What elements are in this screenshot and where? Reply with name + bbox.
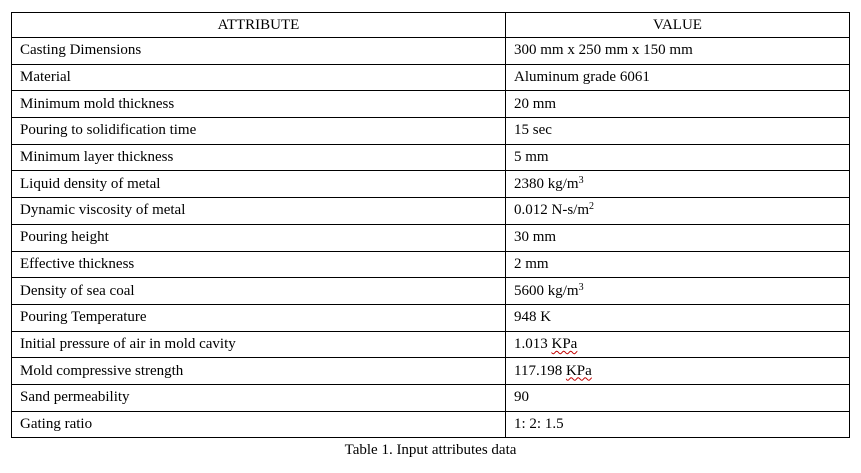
value-text: 30 mm	[514, 229, 557, 246]
attribute-cell: Casting Dimensions	[12, 38, 506, 65]
table-row	[12, 64, 850, 91]
value-text: 5 mm	[514, 149, 549, 166]
table-row	[12, 411, 850, 438]
table-body	[12, 38, 850, 438]
attribute-cell: Mold compressive strength	[12, 358, 506, 385]
table-row	[12, 171, 850, 198]
value-cell	[506, 38, 850, 65]
unit-exponent: 3	[578, 281, 584, 293]
table-row	[12, 331, 850, 358]
table-row	[12, 251, 850, 278]
table-caption: Table 1. Input attributes data	[344, 442, 517, 458]
value-cell	[506, 64, 850, 91]
attribute-cell: Pouring Temperature	[12, 304, 506, 331]
value-cell	[506, 384, 850, 411]
header-attribute: ATTRIBUTE	[12, 13, 506, 38]
attribute-cell: Material	[12, 64, 506, 91]
value-text: 2380 kg/m	[514, 175, 579, 192]
value-text: 1.013	[514, 335, 552, 352]
value-cell	[506, 144, 850, 171]
attribute-cell: Effective thickness	[12, 251, 506, 278]
attribute-cell: Dynamic viscosity of metal	[12, 198, 506, 225]
attribute-cell: Minimum layer thickness	[12, 144, 506, 171]
value-text: 300 mm x 250 mm x 150 mm	[514, 42, 693, 59]
value-text: 948 K	[514, 309, 552, 326]
unit-exponent: 3	[578, 174, 584, 186]
table-row	[12, 144, 850, 171]
table-row	[12, 38, 850, 65]
value-text: 2 mm	[514, 255, 549, 272]
value-cell	[506, 198, 850, 225]
value-cell	[506, 91, 850, 118]
table-row	[12, 304, 850, 331]
spellcheck-flagged-unit: KPa	[565, 362, 592, 379]
attribute-cell: Sand permeability	[12, 384, 506, 411]
value-cell	[506, 411, 850, 438]
value-text: 0.012 N-s/m	[514, 202, 589, 219]
value-text: 5600 kg/m	[514, 282, 579, 299]
value-text: 1: 2: 1.5	[514, 415, 564, 432]
input-attributes-table	[11, 12, 850, 438]
value-cell	[506, 358, 850, 385]
table-header-row	[12, 13, 850, 38]
header-value: VALUE	[506, 13, 850, 38]
value-cell	[506, 304, 850, 331]
value-cell	[506, 118, 850, 145]
attribute-cell: Initial pressure of air in mold cavity	[12, 331, 506, 358]
table-row	[12, 224, 850, 251]
value-cell	[506, 251, 850, 278]
table-row	[12, 198, 850, 225]
value-cell	[506, 331, 850, 358]
table-row	[12, 118, 850, 145]
value-text: Aluminum grade 6061	[514, 69, 650, 86]
value-text: 15 sec	[514, 122, 552, 139]
table-row	[12, 384, 850, 411]
attribute-cell: Gating ratio	[12, 411, 506, 438]
attribute-cell: Density of sea coal	[12, 278, 506, 305]
attribute-cell: Liquid density of metal	[12, 171, 506, 198]
table-row	[12, 278, 850, 305]
attributes-table-container	[11, 12, 849, 438]
value-text: 90	[514, 389, 529, 406]
value-cell	[506, 224, 850, 251]
value-cell	[506, 171, 850, 198]
attribute-cell: Pouring to solidification time	[12, 118, 506, 145]
value-text: 117.198	[514, 362, 566, 379]
spellcheck-flagged-unit: KPa	[551, 335, 578, 352]
attribute-cell: Pouring height	[12, 224, 506, 251]
value-text: 20 mm	[514, 95, 557, 112]
value-cell	[506, 278, 850, 305]
attribute-cell: Minimum mold thickness	[12, 91, 506, 118]
table-row	[12, 358, 850, 385]
unit-exponent: 2	[589, 201, 594, 213]
table-row	[12, 91, 850, 118]
